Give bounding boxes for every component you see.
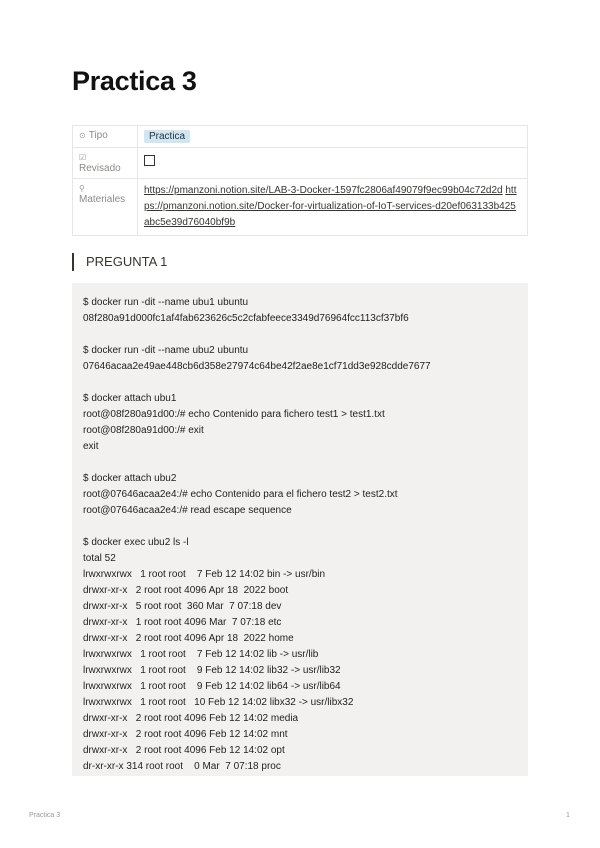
code-line: dr-xr-xr-x 314 root root 0 Mar 7 07:18 proc [83,761,281,772]
code-line: drwxr-xr-x 2 root root 4096 Feb 12 14:02 media [83,713,299,724]
code-line: $ docker run -dit --name ubu2 ubuntu [83,345,249,356]
footer-page-title: Practica 3 [29,812,61,819]
attachment-icon: ⚲ [79,184,85,193]
code-line: $ docker attach ubu1 [83,393,177,404]
code-line: lrwxrwxrwx 1 root root 9 Feb 12 14:02 lib64 -> usr/lib64 [83,681,341,692]
code-line: $ docker exec ubu2 ls -l [83,537,189,548]
materiales-link-lab3[interactable]: https://pmanzoni.notion.site/LAB-3-Docker-1597fc2806af49079f9ec99b04c72d2d [144,185,503,196]
code-line: lrwxrwxrwx 1 root root 9 Feb 12 14:02 lib32 -> usr/lib32 [83,665,341,676]
code-line: lrwxrwxrwx 1 root root 7 Feb 12 14:02 bin -> usr/bin [83,569,326,580]
section-heading: PREGUNTA 1 [72,253,167,271]
code-line: drwxr-xr-x 2 root root 4096 Apr 18 2022 home [83,633,294,644]
code-line: drwxr-xr-x 5 root root 360 Mar 7 07:18 dev [83,601,282,612]
property-value-revisado [138,148,528,179]
code-line: root@07646acaa2e4:/# echo Contenido para el fichero test2 > test2.txt [83,489,398,500]
code-line [83,327,516,343]
property-label-revisado: Revisado [79,163,121,174]
property-row-revisado [73,148,528,179]
code-line: lrwxrwxrwx 1 root root 7 Feb 12 14:02 lib -> usr/lib [83,649,319,660]
code-line: total 52 [83,553,116,564]
code-line: 08f280a91d000fc1af4fab623626c5c2cfabfeece3349d76964fcc113cf37bf6 [83,313,409,324]
code-line: drwxr-xr-x 2 root root 4096 Feb 12 14:02 mnt [83,729,288,740]
code-line: lrwxrwxrwx 1 root root 10 Feb 12 14:02 libx32 -> usr/libx32 [83,697,354,708]
properties-table [72,125,528,236]
property-label-tipo: Tipo [88,130,108,141]
code-line: root@07646acaa2e4:/# read escape sequence [83,505,292,516]
page-title: Practica 3 [72,66,197,96]
code-line: $ docker attach ubu2 [83,473,177,484]
revisado-checkbox[interactable] [144,155,155,166]
code-line [83,519,516,535]
code-block [72,283,528,776]
code-line: exit [83,441,99,452]
code-line [83,375,516,391]
code-line: drwxr-xr-x 1 root root 4096 Mar 7 07:18 etc [83,617,282,628]
code-line: drwxr-xr-x 2 root root 4096 Feb 12 14:02 opt [83,745,285,756]
property-row-tipo [73,126,528,148]
property-value-tipo [138,126,528,148]
code-line: root@08f280a91d00:/# exit [83,425,204,436]
select-icon: ⊙ [79,131,86,140]
code-line: $ docker run -dit --name ubu1 ubuntu [83,297,249,308]
code-line: 07646acaa2e49ae448cb6d358e27974c64be42f2ae8e1cf71dd3e928cdde7677 [83,361,431,372]
property-value-materiales [138,179,528,236]
materiales-link-docker-iot[interactable]: https://pmanzoni.notion.site/Docker-for-virtualization-of-IoT-services-d20ef063133b425abc5e39d76040bf9b [144,185,517,228]
property-key-materiales [73,179,138,236]
property-label-materiales: Materiales [79,194,126,205]
tipo-tag[interactable]: Practica [144,130,190,143]
property-key-revisado [73,148,138,179]
checkbox-property-icon: ☑ [79,153,87,162]
code-line: drwxr-xr-x 2 root root 4096 Apr 18 2022 boot [83,585,289,596]
code-line [83,455,516,471]
footer-page-number: 1 [566,812,570,819]
code-line: root@08f280a91d00:/# echo Contenido para fichero test1 > test1.txt [83,409,385,420]
property-row-materiales [73,179,528,236]
property-key-tipo [73,126,138,148]
